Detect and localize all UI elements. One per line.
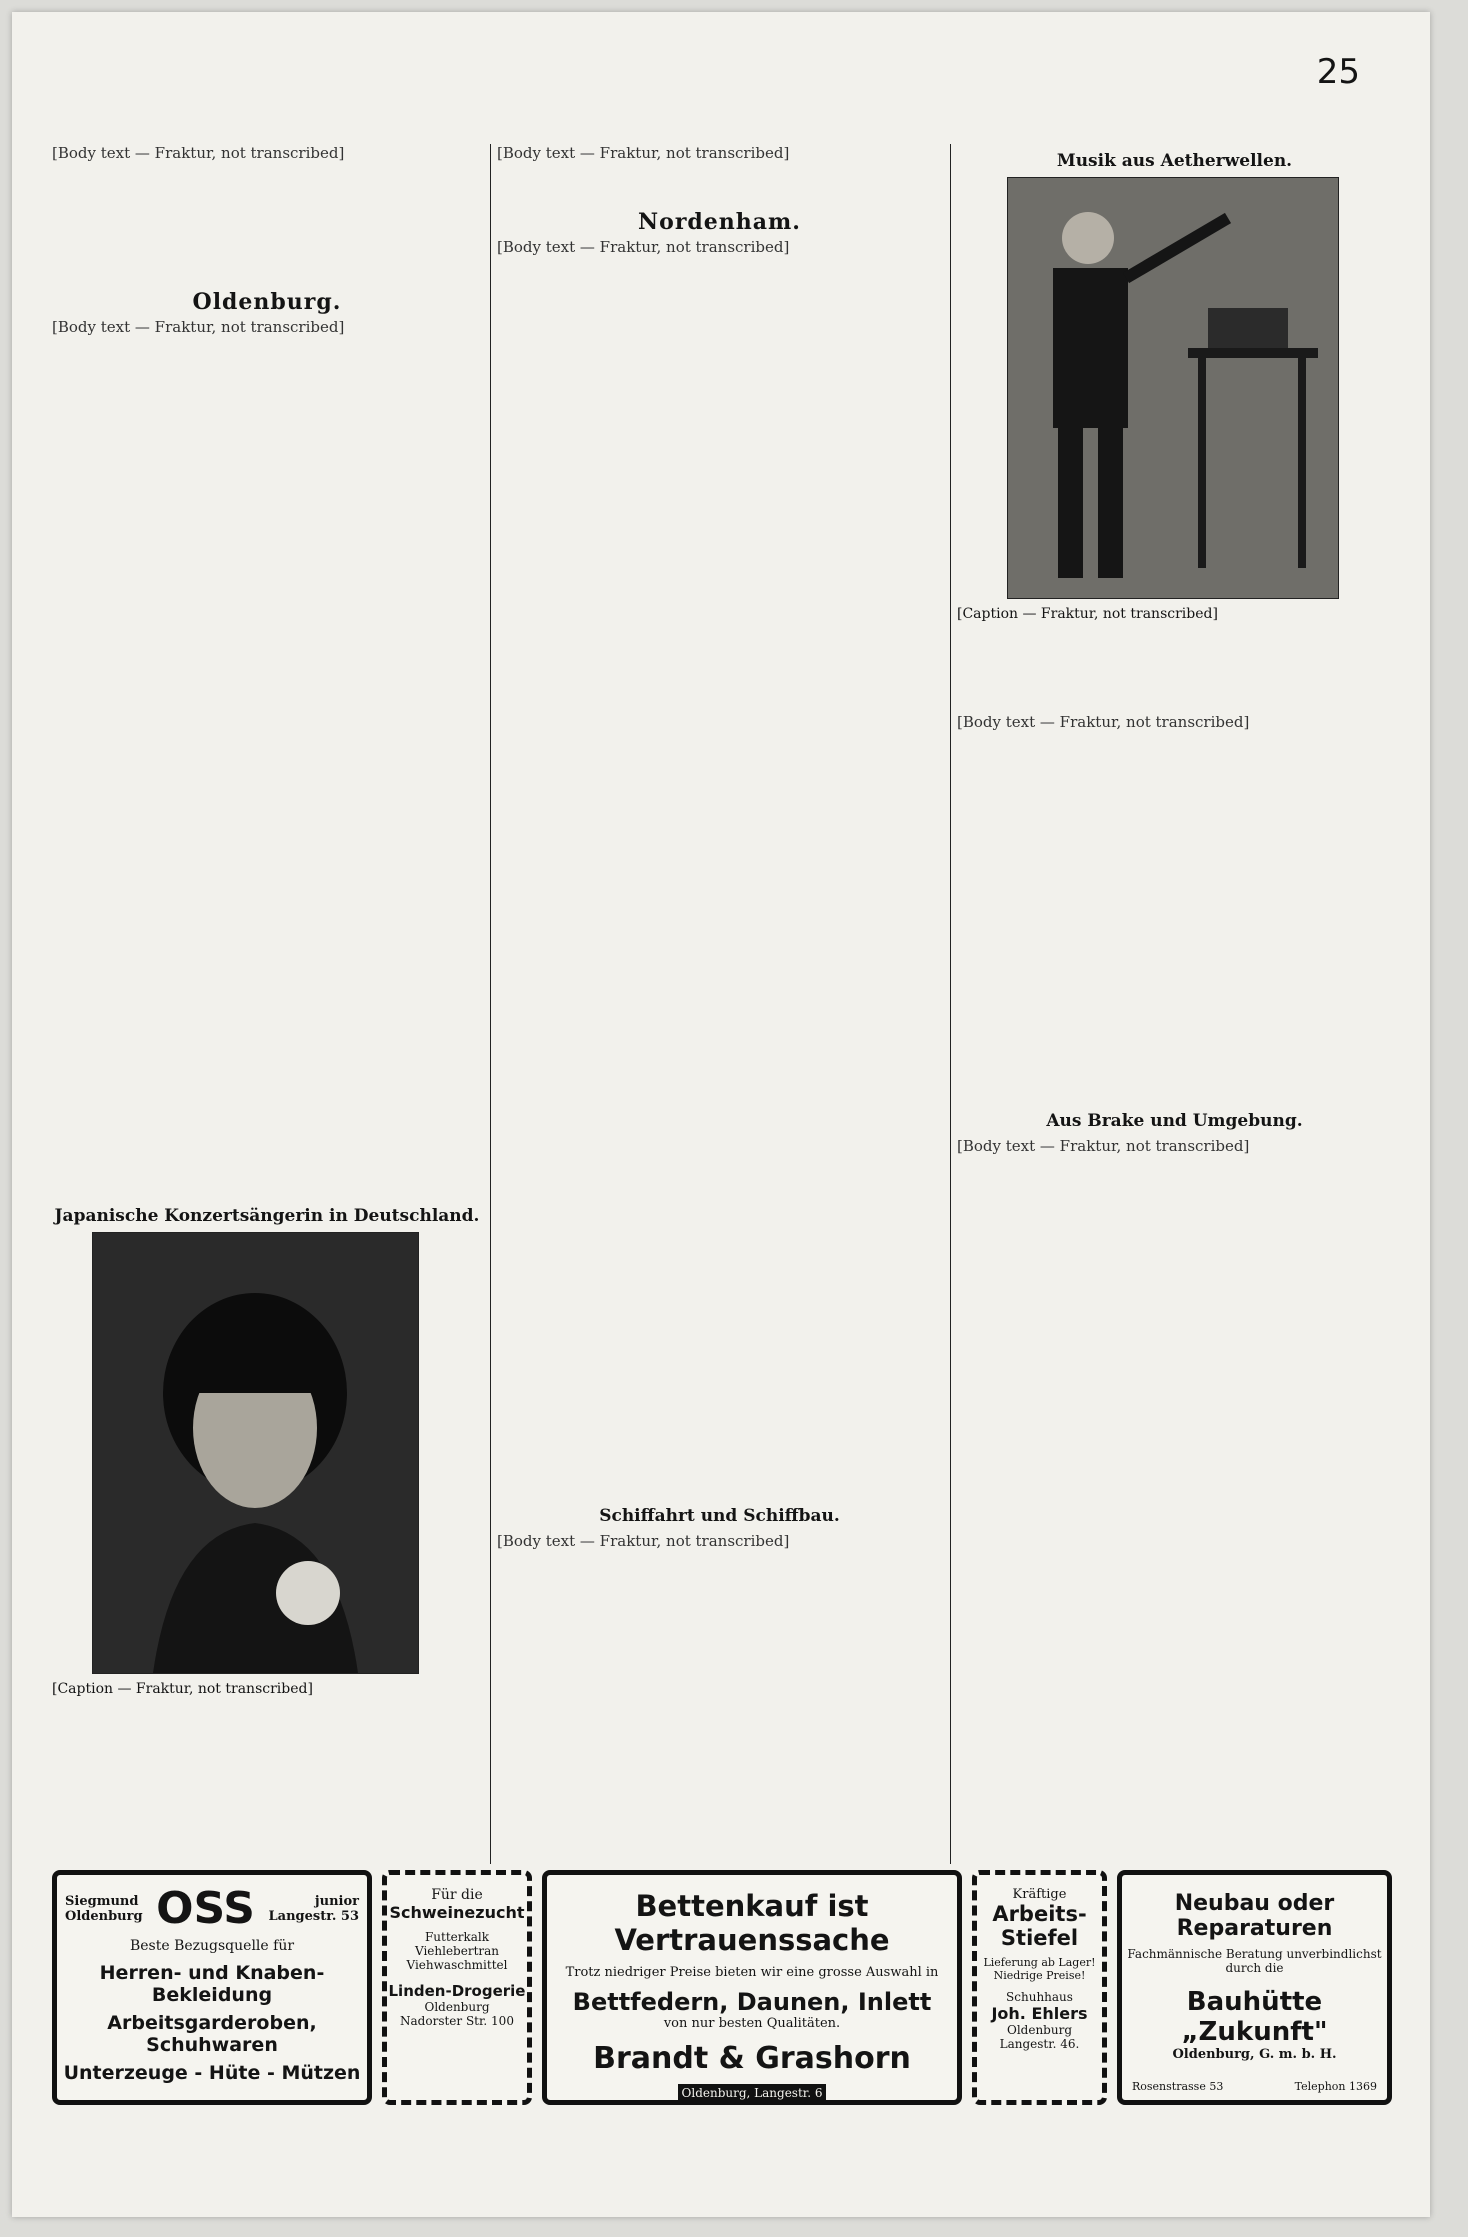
column-rule [950, 144, 951, 1864]
ad-text: Oldenburg [65, 1908, 143, 1924]
ad-text: Kräftige [1012, 1887, 1067, 1902]
ad-text: durch die [1225, 1961, 1284, 1975]
ad-brand: OSS [156, 1883, 255, 1934]
theremin-photo [1007, 177, 1339, 599]
ad-text: Telephon 1369 [1294, 2080, 1377, 2093]
column-2 [497, 144, 942, 1551]
article-text: [Body text — Fraktur, not transcribed] [497, 144, 790, 162]
ad-bauhuette-zukunft [1117, 1870, 1392, 2105]
section-heading-nordenham: Nordenham. [638, 209, 801, 235]
portrait-photo [92, 1232, 419, 1674]
ad-text: Rosenstrasse 53 [1132, 2080, 1224, 2093]
ad-text: von nur besten Qualitäten. [663, 2016, 841, 2031]
ad-brandt-grashorn [542, 1870, 962, 2105]
ad-text: Arbeitsgarderoben, Schuhwaren [107, 2012, 317, 2056]
ad-text: Lieferung ab Lager! [983, 1956, 1096, 1969]
column-1 [52, 144, 482, 1698]
photo-caption: [Caption — Fraktur, not transcribed] [957, 606, 1218, 622]
newspaper-page [12, 12, 1430, 2217]
ad-text: Nadorster Str. 100 [400, 2014, 514, 2028]
ad-text: Brandt & Grashorn [593, 2041, 911, 2076]
article-text: [Body text — Fraktur, not transcribed] [52, 318, 345, 336]
ad-text: Joh. Ehlers [991, 2004, 1088, 2023]
ad-text: Langestr. 46. [999, 2037, 1080, 2051]
section-heading-schiffahrt: Schiffahrt und Schiffbau. [599, 1506, 840, 1526]
ad-text: junior [314, 1893, 359, 1909]
ad-text: Herren- und Knaben-Bekleidung [99, 1962, 325, 2006]
ad-text: Fachmännische Beratung unverbindlichst [1127, 1947, 1382, 1961]
ad-text: Unterzeuge - Hüte - Mützen [63, 2062, 361, 2084]
photo-title: Musik aus Aetherwellen. [1056, 151, 1293, 171]
article-text: [Body text — Fraktur, not transcribed] [957, 1137, 1250, 1155]
ad-text: Oldenburg [424, 2000, 490, 2014]
ad-text: Oldenburg, G. m. b. H. [1172, 2047, 1337, 2062]
ad-ehlers [972, 1870, 1107, 2105]
article-text: [Body text — Fraktur, not transcribed] [497, 1532, 790, 1550]
ad-text: Viehwaschmittel [406, 1958, 508, 1972]
article-text: [Body text — Fraktur, not transcribed] [957, 713, 1250, 731]
ad-text: Neubau oder Reparaturen [1174, 1891, 1335, 1941]
article-text: [Body text — Fraktur, not transcribed] [52, 144, 345, 162]
ad-text: Siegmund [65, 1893, 139, 1909]
photo-title: Japanische Konzertsängerin in Deutschland. [54, 1206, 480, 1226]
ad-text: Niedrige Preise! [993, 1969, 1086, 1982]
ad-text: Beste Bezugsquelle für [129, 1938, 295, 1954]
column-3 [957, 144, 1392, 1156]
page-number: 25 [1316, 52, 1360, 92]
ad-text: Für die [431, 1887, 483, 1903]
ad-text: Langestr. 53 [268, 1908, 359, 1924]
ad-text: Futterkalk [424, 1930, 490, 1944]
section-heading-brake: Aus Brake und Umgebung. [1046, 1111, 1303, 1131]
ad-text: Bettenkauf ist Vertrauenssache [614, 1889, 890, 1957]
ad-text: Bauhütte „Zukunft" [1181, 1987, 1328, 2047]
ad-text: Linden-Drogerie [388, 1982, 526, 2000]
ad-text: Oldenburg, Langestr. 6 [678, 2084, 827, 2102]
ad-linden-drogerie [382, 1870, 532, 2105]
section-heading-oldenburg: Oldenburg. [192, 289, 342, 315]
photo-caption: [Caption — Fraktur, not transcribed] [52, 1681, 313, 1697]
ad-text: Viehlebertran [414, 1944, 500, 1958]
column-rule [490, 144, 491, 1864]
ad-text: Arbeits- [992, 1902, 1087, 1926]
ad-text: Bettfedern, Daunen, Inlett [572, 1988, 932, 2016]
ad-text: Stiefel [1000, 1926, 1079, 1950]
article-text: [Body text — Fraktur, not transcribed] [497, 238, 790, 256]
ad-text: Schuhhaus [1006, 1990, 1073, 2004]
advertisement-row [52, 1870, 1392, 2105]
ad-oss [52, 1870, 372, 2105]
ad-text: Schweinezucht [389, 1903, 525, 1922]
ad-text: Oldenburg [1006, 2023, 1072, 2037]
ad-text: Trotz niedriger Preise bieten wir eine grosse Auswahl in [565, 1965, 939, 1980]
